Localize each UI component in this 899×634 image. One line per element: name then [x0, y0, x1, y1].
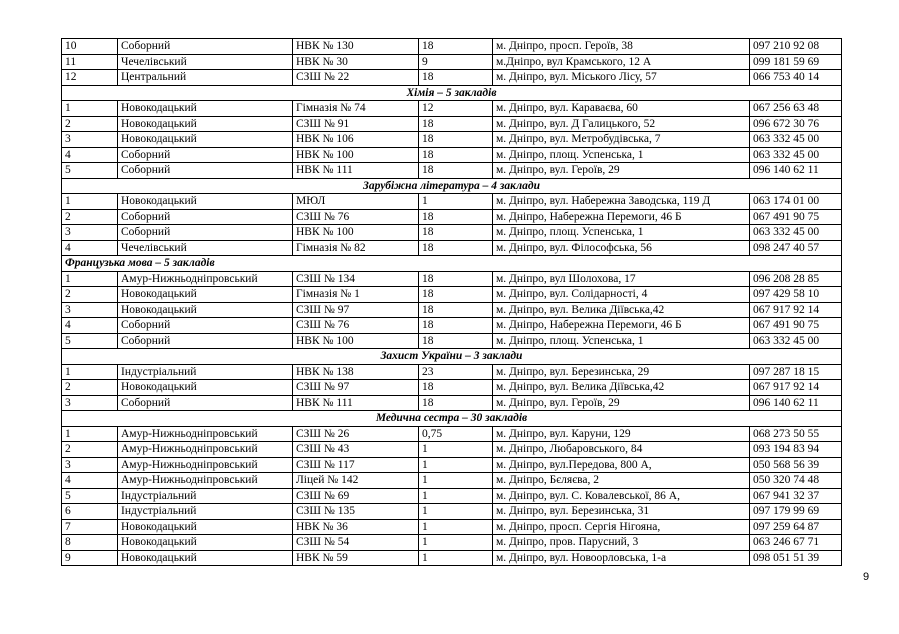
row-number-cell: 1: [62, 194, 118, 210]
hours-cell: 1: [419, 194, 493, 210]
phone-cell: 096 208 28 85: [750, 271, 842, 287]
phone-cell: 097 259 64 87: [750, 519, 842, 535]
row-number-cell: 1: [62, 364, 118, 380]
school-cell: Гімназія № 82: [293, 240, 419, 256]
hours-cell: 18: [419, 318, 493, 334]
hours-cell: 1: [419, 535, 493, 551]
hours-cell: 0,75: [419, 426, 493, 442]
table-row: [62, 302, 842, 318]
hours-cell: 1: [419, 488, 493, 504]
row-number-cell: 1: [62, 426, 118, 442]
address-cell: м. Дніпро, вул. Березинська, 31: [493, 504, 750, 520]
table-row: [62, 519, 842, 535]
district-cell: Амур-Нижньодніпровський: [118, 426, 293, 442]
table-row: [62, 147, 842, 163]
address-cell: м. Дніпро, вул. Солідарності, 4: [493, 287, 750, 303]
school-cell: СЗШ № 135: [293, 504, 419, 520]
section-title: Французька мова – 5 закладів: [62, 256, 842, 272]
address-cell: м. Дніпро, вул. Д Галицького, 52: [493, 116, 750, 132]
table-row: [62, 194, 842, 210]
table-row: [62, 364, 842, 380]
hours-cell: 18: [419, 70, 493, 86]
district-cell: Новокодацький: [118, 116, 293, 132]
district-cell: Новокодацький: [118, 535, 293, 551]
school-cell: СЗШ № 76: [293, 318, 419, 334]
school-cell: НВК № 100: [293, 333, 419, 349]
district-cell: Соборний: [118, 395, 293, 411]
district-cell: Соборний: [118, 333, 293, 349]
phone-cell: 096 672 30 76: [750, 116, 842, 132]
phone-cell: 097 429 58 10: [750, 287, 842, 303]
hours-cell: 18: [419, 302, 493, 318]
hours-cell: 18: [419, 132, 493, 148]
district-cell: Новокодацький: [118, 550, 293, 566]
school-cell: НВК № 111: [293, 163, 419, 179]
address-cell: м. Дніпро, вул Шолохова, 17: [493, 271, 750, 287]
school-cell: Гімназія № 74: [293, 101, 419, 117]
phone-cell: 063 332 45 00: [750, 225, 842, 241]
hours-cell: 12: [419, 101, 493, 117]
page-number: 9: [863, 571, 870, 583]
district-cell: Новокодацький: [118, 302, 293, 318]
row-number-cell: 5: [62, 488, 118, 504]
district-cell: Соборний: [118, 39, 293, 55]
district-cell: Соборний: [118, 318, 293, 334]
section-header-row: [62, 349, 842, 365]
address-cell: м. Дніпро, вул. Велика Діївська,42: [493, 380, 750, 396]
district-cell: Індустріальний: [118, 364, 293, 380]
phone-cell: 067 491 90 75: [750, 318, 842, 334]
hours-cell: 1: [419, 442, 493, 458]
row-number-cell: 2: [62, 209, 118, 225]
table-row: [62, 473, 842, 489]
row-number-cell: 2: [62, 442, 118, 458]
phone-cell: 099 181 59 69: [750, 54, 842, 70]
hours-cell: 18: [419, 271, 493, 287]
section-title: Хімія – 5 закладів: [62, 85, 842, 101]
phone-cell: 098 247 40 57: [750, 240, 842, 256]
hours-cell: 1: [419, 519, 493, 535]
phone-cell: 063 332 45 00: [750, 333, 842, 349]
district-cell: Новокодацький: [118, 194, 293, 210]
school-cell: СЗШ № 91: [293, 116, 419, 132]
hours-cell: 1: [419, 473, 493, 489]
address-cell: м. Дніпро, вул. Велика Діївська,42: [493, 302, 750, 318]
district-cell: Соборний: [118, 163, 293, 179]
hours-cell: 18: [419, 147, 493, 163]
district-cell: Новокодацький: [118, 132, 293, 148]
row-number-cell: 3: [62, 395, 118, 411]
school-cell: СЗШ № 117: [293, 457, 419, 473]
address-cell: м. Дніпро, просп. Героїв, 38: [493, 39, 750, 55]
address-cell: м. Дніпро, Набережна Перемоги, 46 Б: [493, 209, 750, 225]
phone-cell: 063 174 01 00: [750, 194, 842, 210]
phone-cell: 097 179 99 69: [750, 504, 842, 520]
address-cell: м. Дніпро, вул. С. Ковалевської, 86 А,: [493, 488, 750, 504]
row-number-cell: 4: [62, 240, 118, 256]
address-cell: м. Дніпро, пров. Парусний, 3: [493, 535, 750, 551]
school-cell: Гімназія № 1: [293, 287, 419, 303]
table-row: [62, 535, 842, 551]
district-cell: Соборний: [118, 147, 293, 163]
schools-table-body: [62, 39, 842, 566]
row-number-cell: 4: [62, 473, 118, 489]
row-number-cell: 4: [62, 318, 118, 334]
school-cell: СЗШ № 69: [293, 488, 419, 504]
school-cell: СЗШ № 22: [293, 70, 419, 86]
row-number-cell: 9: [62, 550, 118, 566]
table-row: [62, 380, 842, 396]
row-number-cell: 2: [62, 380, 118, 396]
row-number-cell: 3: [62, 132, 118, 148]
school-cell: НВК № 100: [293, 147, 419, 163]
phone-cell: 067 256 63 48: [750, 101, 842, 117]
district-cell: Амур-Нижньодніпровський: [118, 473, 293, 489]
address-cell: м. Дніпро, вул.Передова, 800 А,: [493, 457, 750, 473]
district-cell: Новокодацький: [118, 287, 293, 303]
school-cell: СЗШ № 97: [293, 380, 419, 396]
row-number-cell: 2: [62, 116, 118, 132]
phone-cell: 098 051 51 39: [750, 550, 842, 566]
row-number-cell: 10: [62, 39, 118, 55]
row-number-cell: 2: [62, 287, 118, 303]
district-cell: Новокодацький: [118, 380, 293, 396]
phone-cell: 067 917 92 14: [750, 302, 842, 318]
table-row: [62, 287, 842, 303]
table-row: [62, 426, 842, 442]
schools-table: [61, 38, 842, 566]
address-cell: м. Дніпро, вул. Філософська, 56: [493, 240, 750, 256]
address-cell: м.Дніпро, вул Крамського, 12 А: [493, 54, 750, 70]
address-cell: м. Дніпро, вул. Березинська, 29: [493, 364, 750, 380]
hours-cell: 18: [419, 116, 493, 132]
address-cell: м. Дніпро, вул. Каруни, 129: [493, 426, 750, 442]
hours-cell: 18: [419, 209, 493, 225]
address-cell: м. Дніпро, вул. Метробудівська, 7: [493, 132, 750, 148]
table-row: [62, 116, 842, 132]
school-cell: СЗШ № 97: [293, 302, 419, 318]
phone-cell: 096 140 62 11: [750, 395, 842, 411]
phone-cell: 067 941 32 37: [750, 488, 842, 504]
table-row: [62, 209, 842, 225]
table-row: [62, 39, 842, 55]
table-row: [62, 240, 842, 256]
table-row: [62, 488, 842, 504]
school-cell: НВК № 111: [293, 395, 419, 411]
table-row: [62, 550, 842, 566]
table-row: [62, 54, 842, 70]
row-number-cell: 6: [62, 504, 118, 520]
address-cell: м. Дніпро, вул. Караваєва, 60: [493, 101, 750, 117]
phone-cell: 097 210 92 08: [750, 39, 842, 55]
row-number-cell: 1: [62, 101, 118, 117]
row-number-cell: 12: [62, 70, 118, 86]
address-cell: м. Дніпро, вул. Міського Лісу, 57: [493, 70, 750, 86]
school-cell: НВК № 59: [293, 550, 419, 566]
row-number-cell: 3: [62, 225, 118, 241]
section-title: Медична сестра – 30 закладів: [62, 411, 842, 427]
school-cell: СЗШ № 26: [293, 426, 419, 442]
school-cell: НВК № 100: [293, 225, 419, 241]
address-cell: м. Дніпро, вул. Новоорловська, 1-а: [493, 550, 750, 566]
district-cell: Чечелівський: [118, 54, 293, 70]
row-number-cell: 5: [62, 333, 118, 349]
row-number-cell: 3: [62, 457, 118, 473]
school-cell: СЗШ № 134: [293, 271, 419, 287]
phone-cell: 096 140 62 11: [750, 163, 842, 179]
hours-cell: 18: [419, 380, 493, 396]
hours-cell: 9: [419, 54, 493, 70]
district-cell: Соборний: [118, 225, 293, 241]
table-row: [62, 395, 842, 411]
school-cell: НВК № 106: [293, 132, 419, 148]
address-cell: м. Дніпро, Любаровського, 84: [493, 442, 750, 458]
hours-cell: 1: [419, 550, 493, 566]
row-number-cell: 1: [62, 271, 118, 287]
section-title: Захист України – 3 заклади: [62, 349, 842, 365]
table-row: [62, 318, 842, 334]
table-row: [62, 442, 842, 458]
address-cell: м. Дніпро, площ. Успенська, 1: [493, 333, 750, 349]
district-cell: Соборний: [118, 209, 293, 225]
address-cell: м. Дніпро, вул. Героїв, 29: [493, 163, 750, 179]
address-cell: м. Дніпро, площ. Успенська, 1: [493, 147, 750, 163]
phone-cell: 067 917 92 14: [750, 380, 842, 396]
school-cell: МЮЛ: [293, 194, 419, 210]
address-cell: м. Дніпро, просп. Сергія Нігояна,: [493, 519, 750, 535]
row-number-cell: 5: [62, 163, 118, 179]
phone-cell: 063 332 45 00: [750, 132, 842, 148]
table-row: [62, 271, 842, 287]
district-cell: Новокодацький: [118, 519, 293, 535]
hours-cell: 1: [419, 457, 493, 473]
district-cell: Індустріальний: [118, 504, 293, 520]
address-cell: м. Дніпро, вул. Героїв, 29: [493, 395, 750, 411]
school-cell: НВК № 130: [293, 39, 419, 55]
hours-cell: 18: [419, 163, 493, 179]
section-header-row: [62, 85, 842, 101]
section-title: Зарубіжна література – 4 заклади: [62, 178, 842, 194]
row-number-cell: 7: [62, 519, 118, 535]
row-number-cell: 8: [62, 535, 118, 551]
table-row: [62, 70, 842, 86]
section-header-row: [62, 256, 842, 272]
hours-cell: 23: [419, 364, 493, 380]
table-row: [62, 504, 842, 520]
school-cell: СЗШ № 43: [293, 442, 419, 458]
phone-cell: 068 273 50 55: [750, 426, 842, 442]
phone-cell: 067 491 90 75: [750, 209, 842, 225]
table-row: [62, 132, 842, 148]
district-cell: Амур-Нижньодніпровський: [118, 271, 293, 287]
school-cell: НВК № 36: [293, 519, 419, 535]
district-cell: Новокодацький: [118, 101, 293, 117]
section-header-row: [62, 411, 842, 427]
hours-cell: 1: [419, 504, 493, 520]
row-number-cell: 3: [62, 302, 118, 318]
phone-cell: 050 568 56 39: [750, 457, 842, 473]
phone-cell: 097 287 18 15: [750, 364, 842, 380]
section-header-row: [62, 178, 842, 194]
phone-cell: 066 753 40 14: [750, 70, 842, 86]
hours-cell: 18: [419, 225, 493, 241]
district-cell: Чечелівський: [118, 240, 293, 256]
hours-cell: 18: [419, 39, 493, 55]
hours-cell: 18: [419, 395, 493, 411]
hours-cell: 18: [419, 333, 493, 349]
school-cell: НВК № 138: [293, 364, 419, 380]
phone-cell: 050 320 74 48: [750, 473, 842, 489]
school-cell: НВК № 30: [293, 54, 419, 70]
school-cell: СЗШ № 76: [293, 209, 419, 225]
address-cell: м. Дніпро, площ. Успенська, 1: [493, 225, 750, 241]
address-cell: м. Дніпро, вул. Набережна Заводська, 119 Д: [493, 194, 750, 210]
address-cell: м. Дніпро, Бєляєва, 2: [493, 473, 750, 489]
hours-cell: 18: [419, 240, 493, 256]
phone-cell: 063 246 67 71: [750, 535, 842, 551]
row-number-cell: 4: [62, 147, 118, 163]
district-cell: Центральний: [118, 70, 293, 86]
phone-cell: 063 332 45 00: [750, 147, 842, 163]
table-row: [62, 225, 842, 241]
table-row: [62, 163, 842, 179]
hours-cell: 18: [419, 287, 493, 303]
table-row: [62, 457, 842, 473]
table-row: [62, 333, 842, 349]
school-cell: СЗШ № 54: [293, 535, 419, 551]
row-number-cell: 11: [62, 54, 118, 70]
district-cell: Амур-Нижньодніпровський: [118, 457, 293, 473]
school-cell: Ліцей № 142: [293, 473, 419, 489]
phone-cell: 093 194 83 94: [750, 442, 842, 458]
district-cell: Індустріальний: [118, 488, 293, 504]
address-cell: м. Дніпро, Набережна Перемоги, 46 Б: [493, 318, 750, 334]
table-row: [62, 101, 842, 117]
district-cell: Амур-Нижньодніпровський: [118, 442, 293, 458]
